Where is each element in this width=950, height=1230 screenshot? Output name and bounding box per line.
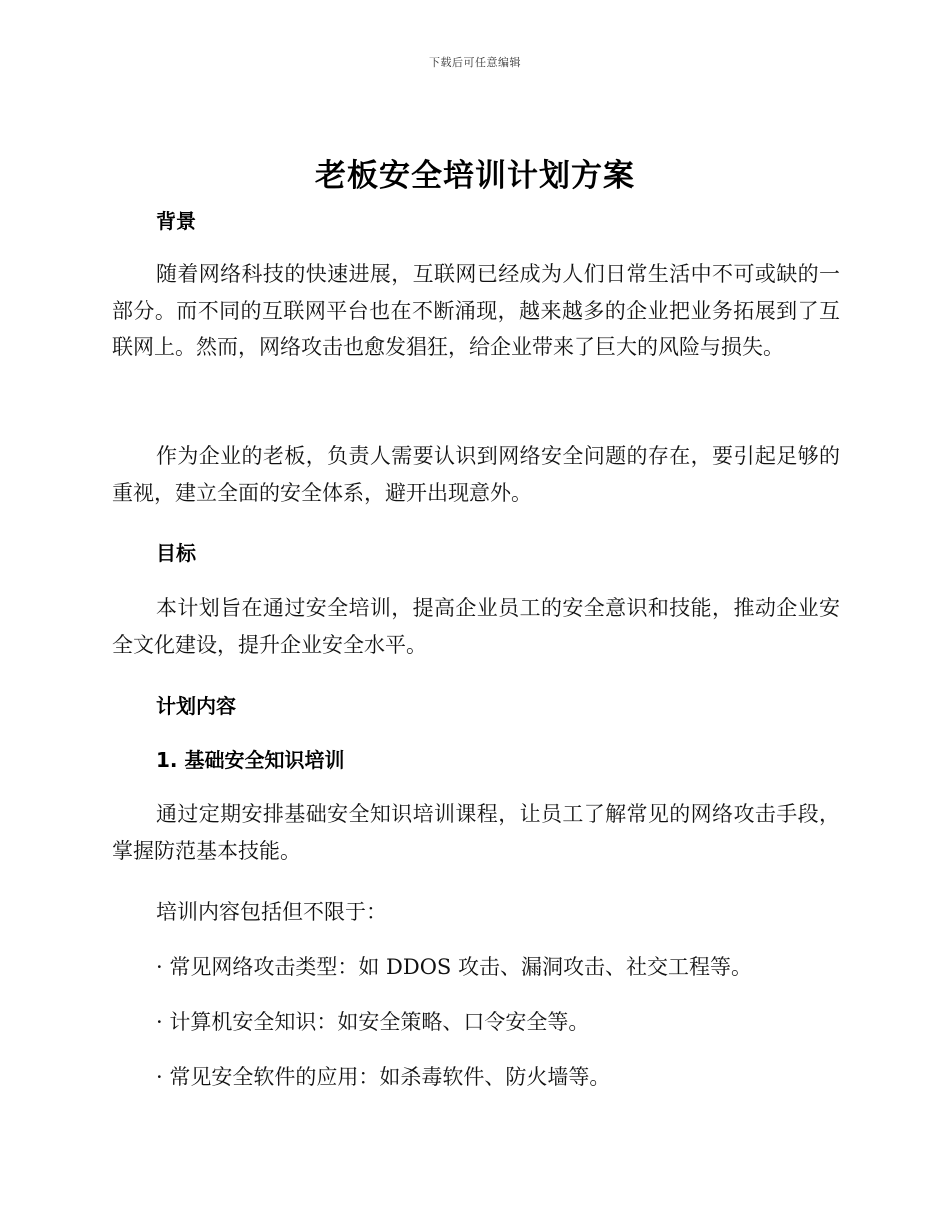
section-heading-goal: 目标 xyxy=(156,541,196,565)
goal-paragraph: 本计划旨在通过安全培训，提高企业员工的安全意识和技能，推动企业安全文化建设，提升企业安全水平。 xyxy=(112,596,840,657)
bullet-item: · 常见网络攻击类型：如 DDOS 攻击、漏洞攻击、社交工程等。 xyxy=(156,955,752,979)
background-paragraph-2: 作为企业的老板，负责人需要认识到网络安全问题的存在，要引起足够的重视，建立全面的安全体系，避开出现意外。 xyxy=(112,444,840,505)
subsection-heading-basic-training: 1. 基础安全知识培训 xyxy=(156,748,345,772)
section-heading-background: 背景 xyxy=(156,209,196,233)
training-content-intro: 培训内容包括但不限于： xyxy=(156,900,387,924)
bullet-item: · 计算机安全知识：如安全策略、口令安全等。 xyxy=(156,1010,590,1034)
document-title: 老板安全培训计划方案 xyxy=(315,158,635,194)
header-note: 下载后可任意编辑 xyxy=(429,56,521,69)
section-heading-plan: 计划内容 xyxy=(156,694,236,718)
background-paragraph-1: 随着网络科技的快速进展，互联网已经成为人们日常生活中不可或缺的一部分。而不同的互联网平台也在不断涌现，越来越多的企业把业务拓展到了互联网上。然而，网络攻击也愈发猖狂，给企业带来了巨大的风险与损失。 xyxy=(112,262,840,359)
bullet-item: · 常见安全软件的应用：如杀毒软件、防火墙等。 xyxy=(156,1065,611,1089)
basic-training-paragraph: 通过定期安排基础安全知识培训课程，让员工了解常见的网络攻击手段，掌握防范基本技能。 xyxy=(112,802,840,863)
